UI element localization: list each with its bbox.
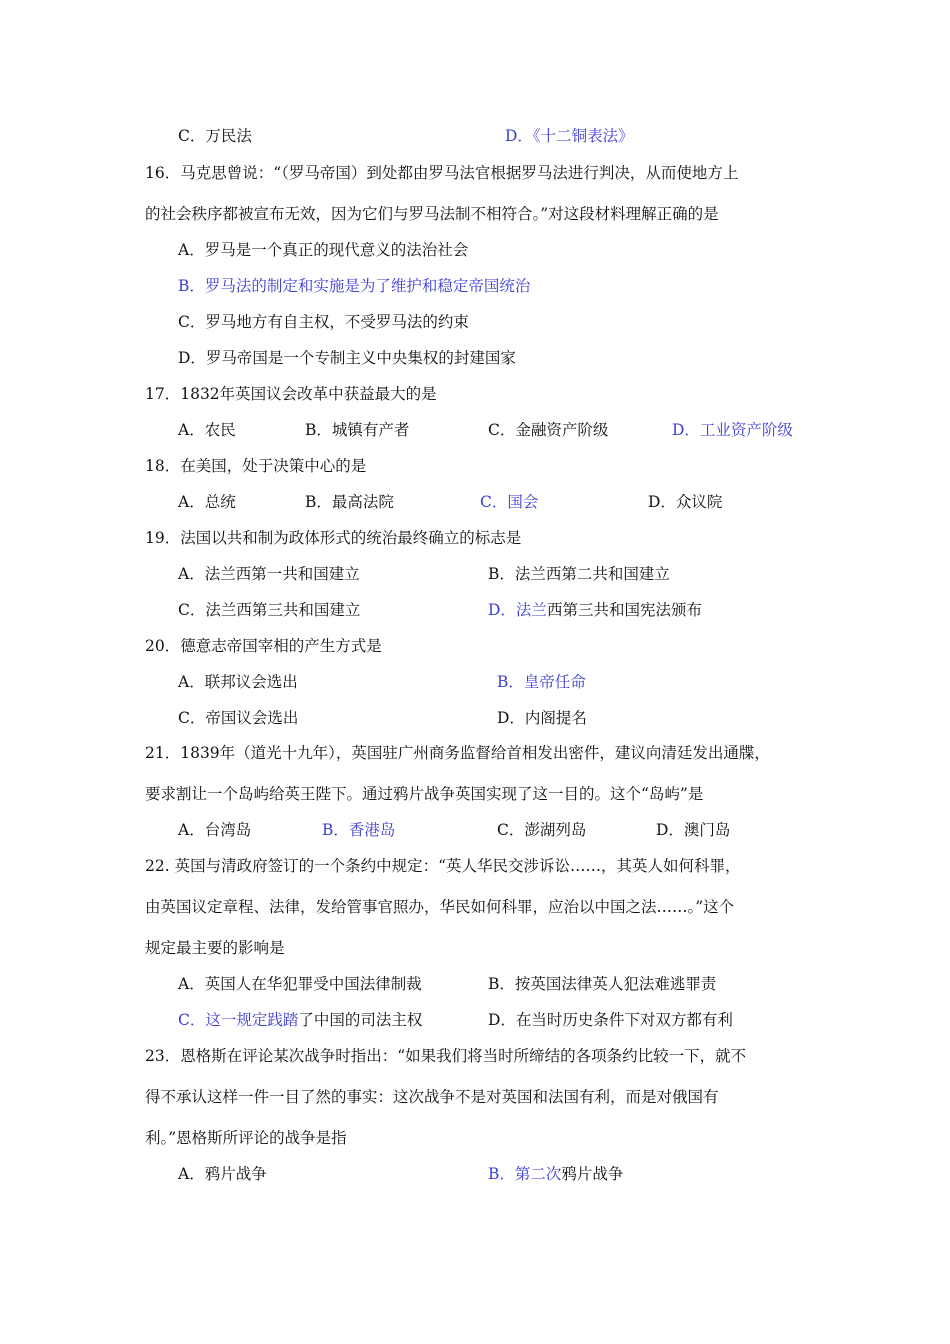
q21-option-d: D．澳门岛 bbox=[656, 821, 731, 839]
q23-stem-line1: 23．恩格斯在评论某次战争时指出：“如果我们将当时所缔结的各项条约比较一下，就不 bbox=[145, 1047, 747, 1065]
q16-option-b: B．罗马法的制定和实施是为了维护和稳定帝国统治 bbox=[178, 277, 531, 295]
q19-option-d-rest: 西第三共和国宪法颁布 bbox=[546, 601, 702, 619]
q23-option-b bbox=[488, 1164, 623, 1184]
q15-option-c: C．万民法 bbox=[178, 127, 252, 145]
q21-option-b: B．香港岛 bbox=[322, 821, 396, 839]
q22-option-a: A．英国人在华犯罪受中国法律制裁 bbox=[178, 975, 422, 993]
q22-option-d: D．在当时历史条件下对双方都有利 bbox=[488, 1011, 733, 1029]
q21-option-a: A．台湾岛 bbox=[178, 821, 252, 839]
q20-option-a: A．联邦议会选出 bbox=[178, 673, 298, 691]
q23-option-a: A．鸦片战争 bbox=[178, 1165, 267, 1183]
q19-option-d-highlight: D．法兰 bbox=[488, 601, 547, 619]
q17-option-a: A．农民 bbox=[178, 421, 236, 439]
q23-stem-line2: 得不承认这样一件一目了然的事实：这次战争不是对英国和法国有利，而是对俄国有 bbox=[145, 1088, 719, 1106]
q23-option-b-highlight: B．第二次 bbox=[488, 1165, 562, 1183]
q16-option-c: C．罗马地方有自主权，不受罗马法的约束 bbox=[178, 313, 469, 331]
q21-stem-line2: 要求割让一个岛屿给英王陛下。通过鸦片战争英国实现了这一目的。这个“岛屿”是 bbox=[145, 785, 704, 803]
q20-option-b: B．皇帝任命 bbox=[497, 673, 586, 691]
q19-option-b: B．法兰西第二共和国建立 bbox=[488, 565, 670, 583]
q21-stem-line1: 21．1839年（道光十九年），英国驻广州商务监督给首相发出密件，建议向清廷发出通牒， bbox=[145, 744, 770, 762]
q19-option-a: A．法兰西第一共和国建立 bbox=[178, 565, 360, 583]
q18-option-c: C．国会 bbox=[480, 493, 539, 511]
q20-stem: 20．德意志帝国宰相的产生方式是 bbox=[145, 637, 382, 655]
q16-option-a: A．罗马是一个真正的现代意义的法治社会 bbox=[178, 241, 469, 259]
q16-stem-line1: 16．马克思曾说：“（罗马帝国）到处都由罗马法官根据罗马法进行判决，从而使地方上 bbox=[145, 164, 739, 182]
q22-option-c-rest: 了中国的司法主权 bbox=[298, 1011, 423, 1029]
q20-option-c: C．帝国议会选出 bbox=[178, 709, 299, 727]
q23-option-b-rest: 鸦片战争 bbox=[561, 1165, 624, 1183]
q19-option-c: C．法兰西第三共和国建立 bbox=[178, 601, 361, 619]
q22-option-c-highlight: C．这一规定践踏 bbox=[178, 1011, 299, 1029]
q23-stem-line3: 利。”恩格斯所评论的战争是指 bbox=[145, 1129, 347, 1147]
q21-option-c: C．澎湖列岛 bbox=[497, 821, 587, 839]
q17-option-c: C．金融资产阶级 bbox=[488, 421, 609, 439]
q18-option-a: A．总统 bbox=[178, 493, 236, 511]
q22-stem-line3: 规定最主要的影响是 bbox=[145, 939, 285, 957]
q18-option-b: B．最高法院 bbox=[305, 493, 394, 511]
q17-option-b: B．城镇有产者 bbox=[305, 421, 410, 439]
q22-option-c bbox=[178, 1010, 422, 1030]
q19-stem: 19．法国以共和制为政体形式的统治最终确立的标志是 bbox=[145, 529, 522, 547]
q16-option-d: D．罗马帝国是一个专制主义中央集权的封建国家 bbox=[178, 349, 516, 367]
q22-stem-line1: 22. 英国与清政府签订的一个条约中规定：“英人华民交涉诉讼……，其英人如何科罪， bbox=[145, 857, 741, 875]
q17-option-d: D．工业资产阶级 bbox=[672, 421, 793, 439]
q18-option-d: D．众议院 bbox=[648, 493, 723, 511]
q19-option-d bbox=[488, 600, 702, 620]
q17-stem: 17．1832年英国议会改革中获益最大的是 bbox=[145, 385, 437, 403]
q22-option-b: B．按英国法律英人犯法难逃罪责 bbox=[488, 975, 717, 993]
q22-stem-line2: 由英国议定章程、法律，发给管事官照办，华民如何科罪，应治以中国之法……。”这个 bbox=[145, 898, 735, 916]
q20-option-d: D．内阁提名 bbox=[497, 709, 587, 727]
q16-stem-line2: 的社会秩序都被宣布无效，因为它们与罗马法制不相符合。”对这段材料理解正确的是 bbox=[145, 205, 719, 223]
q15-option-d: D．《十二铜表法》 bbox=[505, 127, 634, 145]
q18-stem: 18．在美国，处于决策中心的是 bbox=[145, 457, 367, 475]
